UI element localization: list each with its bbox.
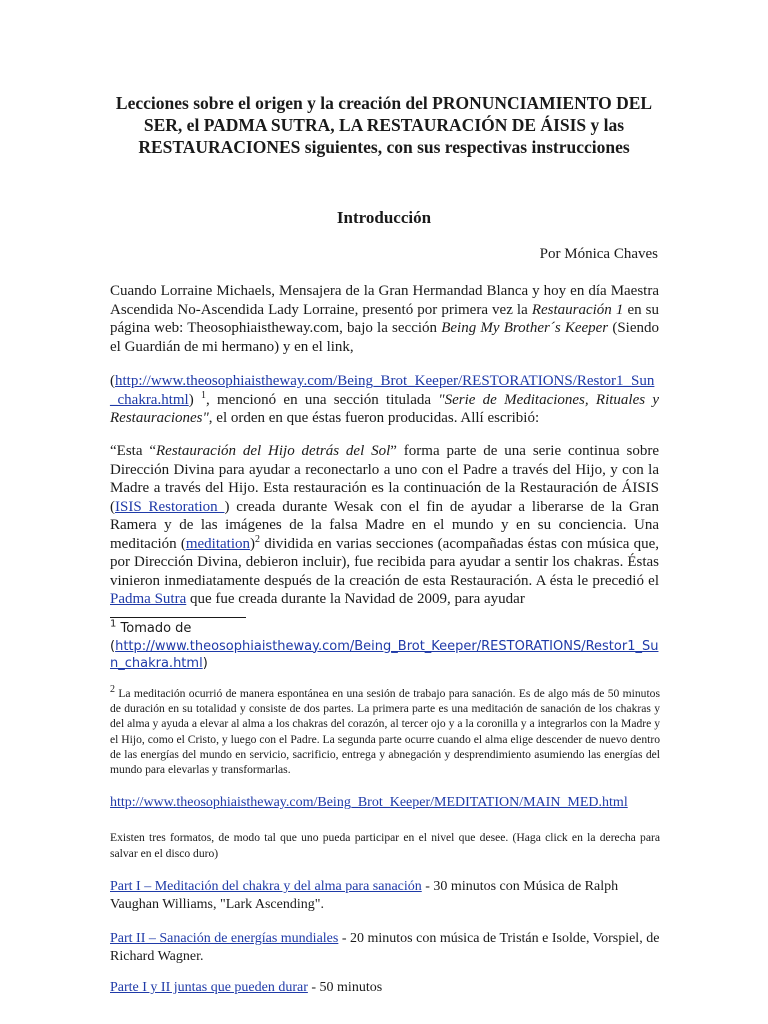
list-item [110, 979, 662, 997]
paragraph-text: que fue creada durante la Navidad de 2009, para ayudar [186, 591, 525, 607]
paren-close: ) [188, 391, 194, 408]
meditation-link[interactable]: meditation [185, 535, 251, 552]
paragraph-quote [110, 442, 659, 609]
part-2-link[interactable]: Part II – Sanación de energías mundiales [110, 931, 339, 946]
footnote-1-link[interactable]: http://www.theosophiaistheway.com/Being_Brot_Keeper/RESTORATIONS/Restor1_Sun_chakra.html [110, 638, 659, 671]
part-1-link[interactable]: Part I – Meditación del chakra y del alma para sanación [110, 879, 422, 894]
footnote-2-formats: Existen tres formatos, de modo tal que uno pueda participar en el nivel que desee. (Haga click en la derecha para salvar en el disco duro) [110, 831, 660, 860]
footnote-number: 2 [110, 684, 115, 696]
paragraph-text: (Siendo el Guardián de mi hermano) y en el link, [110, 320, 659, 355]
footnote-1 [110, 620, 662, 673]
paragraph-text: en su página web: Theosophiaistheway.com, bajo la sección [110, 301, 659, 336]
footnote-ref-1[interactable]: 1 [201, 389, 206, 401]
meditation-main-link[interactable]: http://www.theosophiaistheway.com/Being_Brot_Keeper/MEDITATION/MAIN_MED.html [110, 795, 628, 810]
footnote-2 [110, 686, 660, 777]
paragraph-text: , el orden en que éstas fueron producidas. Allí escribió: [208, 410, 540, 426]
paren-close: ) [202, 656, 208, 671]
paragraph-text: ) [250, 535, 256, 552]
footnote-number: 1 [110, 618, 117, 630]
paren-open: ( [110, 638, 116, 654]
section-heading: Introducción [336, 208, 432, 227]
footnote-separator [110, 617, 246, 618]
paragraph-text: Cuando Lorraine Michaels, Mensajera de la Gran Hermandad Blanca y hoy en día Maestra Ascendida No-Ascendida Lady Lorraine, presentó por primera vez la [110, 283, 659, 318]
emphasis-text: Restauración del Hijo detrás del Sol [156, 443, 391, 459]
list-item [110, 878, 662, 913]
emphasis-text: "Serie de Meditaciones, Rituales y Restauraciones" [110, 391, 659, 426]
paragraph-intro [110, 282, 659, 356]
document-title: Lecciones sobre el origen y la creación del PRONUNCIAMIENTO DEL SER, el PADMA SUTRA, LA RESTAURACIÓN DE ÁISIS y las RESTAURACIONES siguientes, con sus respectivas instrucciones [115, 93, 653, 157]
paragraph-text: dividida en varias secciones (acompañadas éstas con música que, por Dirección Divina, debieron incluir), fue recibida para ayudar a sentir los chakras. Éstas vinieron inmediatamente después de la creación de esta Restauración. A ésta le precedió el [110, 535, 660, 589]
paragraph-text: ” forma parte de una serie continua sobre Dirección Divina para ayudar a reconectarlo a uno con el Padre a través del Hijo, y con la Madre a través del Hijo. Esta restauración es la continuación de la Restauración de ÁISIS ( [110, 443, 659, 515]
list-item [110, 930, 662, 965]
paragraph-series [110, 372, 659, 428]
list-item-text: - 30 minutos con Música de Ralph Vaughan Williams, "Lark Ascending". [110, 879, 619, 912]
footnote-text: La meditación ocurrió de manera espontánea en una sesión de trabajo para sanación. Es de algo más de 50 minutos de duración en su totalidad y consiste de dos partes. La primera parte es una meditación de sanación de los chakras y del alma y ayuda a elevar al alma a los chakras del corazón, al tercer ojo y a la coronilla y a integrarlos con la Madre y el Hijo, como el Cristo, y luego con el Padre. La segunda parte ocurre cuando el alma elige descender de nuevo dentro de las energías del mundo en servicio, sacrificio, entrega y abnegación y desprendimiento asumiendo las energías del mundo para elevarlas y transformarlas. [110, 687, 660, 777]
paragraph-text: , mencionó en una sección titulada [206, 391, 439, 408]
footnote-ref-2[interactable]: 2 [255, 533, 261, 545]
parts-1-2-link[interactable]: Parte I y II juntas que pueden durar [110, 980, 308, 995]
restoration-link[interactable]: http://www.theosophiaistheway.com/Being_Brot_Keeper/RESTORATIONS/Restor1_Sun_chakra.html [110, 373, 655, 408]
emphasis-text: Restauración 1 [531, 301, 624, 318]
author-byline: Por Mónica Chaves [539, 246, 658, 262]
paragraph-text: ) creada durante Wesak con el fin de ayudar a liberarse de la Gran Ramera y de las imágenes de la falsa Madre en el mundo y en su conciencia. Una meditación ( [110, 498, 659, 552]
emphasis-text: Being My Brother´s Keeper [441, 320, 609, 336]
list-item-text: - 20 minutos con música de Tristán e Isolde, Vorspiel, de Richard Wagner. [110, 931, 660, 964]
list-item-text: - 50 minutos [307, 980, 383, 995]
paragraph-text: “Esta “ [110, 443, 156, 459]
isis-restoration-link[interactable]: ISIS Restoration [115, 498, 225, 515]
footnote-2-link-line [110, 795, 662, 811]
padma-sutra-link[interactable]: Padma Sutra [110, 591, 187, 607]
paren-open: ( [110, 373, 115, 389]
footnote-text: Tomado de [116, 621, 192, 636]
